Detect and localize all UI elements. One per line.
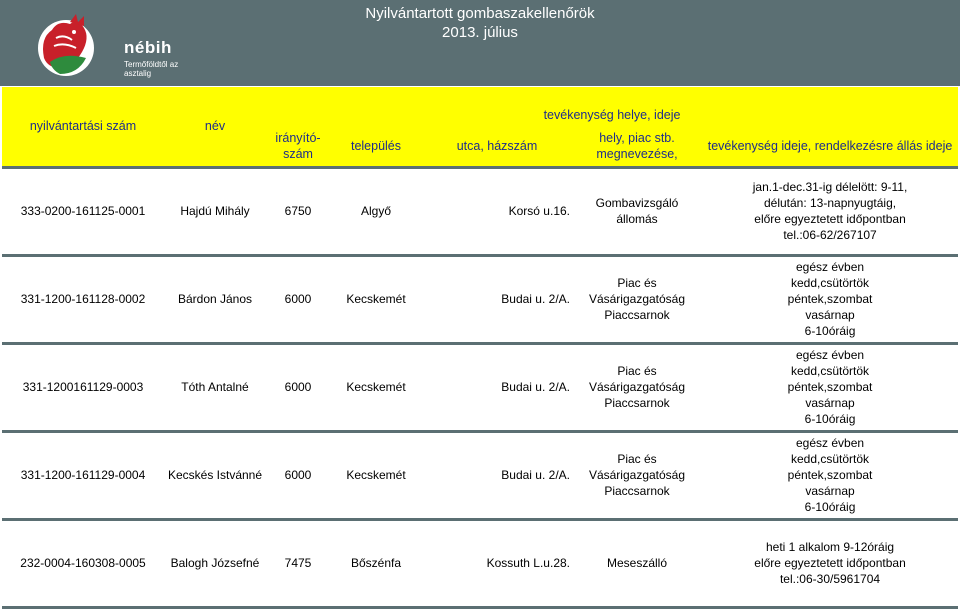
time-line: péntek,szombat [787,292,873,306]
cell-street: Budai u. 2/A. [422,431,572,519]
time-line: heti 1 alkalom 9-12óráig [765,540,895,554]
cell-place [572,343,702,431]
col-header-place: hely, piac stb. megnevezése, [572,127,702,167]
cell-reg-no: 333-0200-161125-0001 [2,167,164,255]
place-line: Vásárigazgatóság [588,292,686,306]
cell-place [572,431,702,519]
cell-city: Kecskemét [330,431,422,519]
cell-street: Korsó u.16. [422,167,572,255]
cell-place [572,167,702,255]
time-line: vasárnap [805,396,855,410]
cell-time [702,255,958,343]
time-line: tel.:06-30/5961704 [779,572,881,586]
place-line: Vásárigazgatóság [588,468,686,482]
table-row [2,343,958,431]
time-line: péntek,szombat [787,468,873,482]
place-line: Piaccsarnok [604,308,670,322]
time-line: egész évben [795,436,865,450]
logo-name: nébih [124,38,172,57]
cell-city: Bőszénfa [330,519,422,607]
place-line: Piaccsarnok [604,396,670,410]
place-line: Vásárigazgatóság [588,380,686,394]
table-row [2,519,958,607]
cell-name: Balogh Józsefné [164,519,266,607]
time-line: vasárnap [805,308,855,322]
time-line: vasárnap [805,484,855,498]
cell-name: Hajdú Mihály [164,167,266,255]
time-line: egész évben [795,260,865,274]
page-title-line2: 2013. július [442,24,518,41]
table-row [2,255,958,343]
time-line: tel.:06-62/267107 [783,228,877,242]
cell-time [702,343,958,431]
cell-place [572,255,702,343]
col-header-zip: irányító-szám [266,127,330,167]
cell-reg-no: 331-1200-161128-0002 [2,255,164,343]
cell-street: Budai u. 2/A. [422,343,572,431]
place-line: Piaccsarnok [604,484,670,498]
col-header-street: utca, házszám [422,127,572,167]
cell-name: Bárdon János [164,255,266,343]
col-header-activity-group: tevékenység helye, ideje [266,87,958,127]
nebih-logo [30,8,190,84]
cell-city: Kecskemét [330,255,422,343]
place-line: Meseszálló [606,556,668,570]
time-line: kedd,csütörtök [791,276,870,290]
place-line: Piac és [617,364,657,378]
cell-zip: 7475 [266,519,330,607]
col-header-name: név [164,87,266,167]
time-line: előre egyeztetett időpontban [754,212,906,226]
col-header-time: tevékenység ideje, rendelkezésre állás ideje [702,127,958,167]
cell-street: Kossuth L.u.28. [422,519,572,607]
place-line: Piac és [617,452,657,466]
time-line: 6-10óráig [804,324,856,338]
table-row [2,167,958,255]
cell-time [702,519,958,607]
cell-street: Budai u. 2/A. [422,255,572,343]
cell-name: Tóth Antalné [164,343,266,431]
cell-time [702,167,958,255]
cell-zip: 6000 [266,431,330,519]
time-line: kedd,csütörtök [791,364,870,378]
time-line: jan.1-dec.31-ig délelött: 9-11, [752,180,908,194]
time-line: délután: 13-napnyugtáig, [763,196,897,210]
cell-reg-no: 232-0004-160308-0005 [2,519,164,607]
logo-tagline: Termőföldtől az asztalig [124,60,179,78]
time-line: 6-10óráig [804,500,856,514]
cell-reg-no: 331-1200-161129-0004 [2,431,164,519]
cell-zip: 6750 [266,167,330,255]
col-header-reg-no: nyilvántartási szám [2,87,164,167]
cell-name: Kecskés Istvánné [164,431,266,519]
cell-time [702,431,958,519]
cell-reg-no: 331-1200161129-0003 [2,343,164,431]
cell-zip: 6000 [266,255,330,343]
cell-city: Kecskemét [330,343,422,431]
time-line: 6-10óráig [804,412,856,426]
inspector-table [2,87,958,609]
time-line: péntek,szombat [787,380,873,394]
table-row [2,431,958,519]
cell-city: Algyő [330,167,422,255]
time-line: egész évben [795,348,865,362]
cell-place [572,519,702,607]
time-line: kedd,csütörtök [791,452,870,466]
place-line: Piac és [617,276,657,290]
col-header-city: település [330,127,422,167]
page-title-line1: Nyilvántartott gombaszakellenőrök [365,5,595,22]
time-line: előre egyeztetett időpontban [754,556,906,570]
place-line: Gombavizsgáló állomás [595,196,679,226]
cell-zip: 6000 [266,343,330,431]
